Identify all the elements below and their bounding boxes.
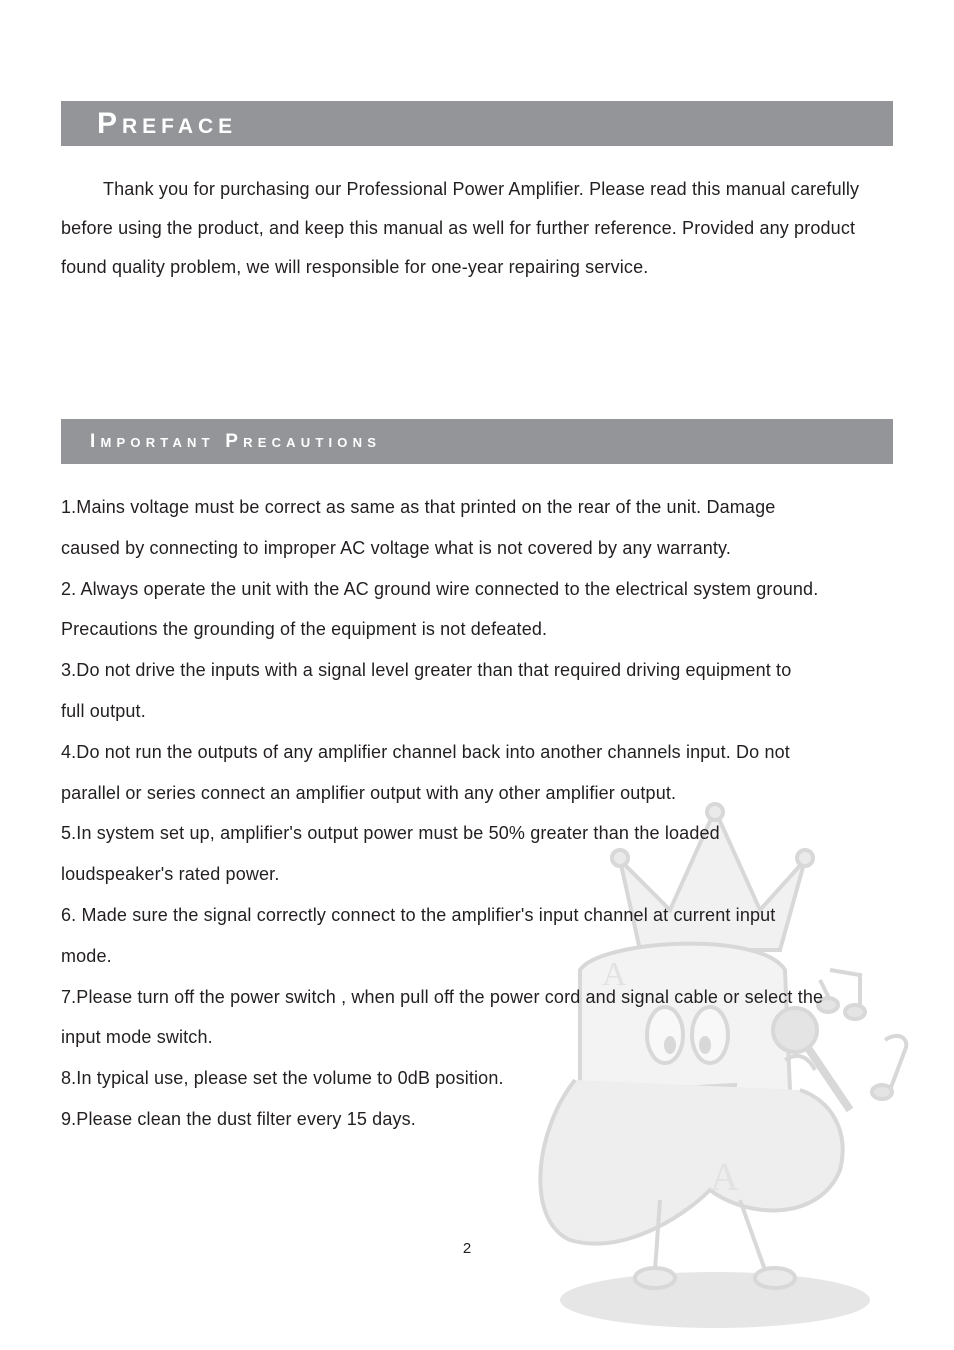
precaution-item: 6. Made sure the signal correctly connect to the amplifier's input channel at current input mode. <box>61 904 776 966</box>
svg-text:A: A <box>602 956 627 993</box>
preface-paragraph: Thank you for purchasing our Professional Power Amplifier. Please read this manual carefully before using the product, and keep this manual as well for further reference. Provided any product found quality problem, we will responsible for one-year repairing service. <box>61 179 860 277</box>
svg-text:A: A <box>710 1154 739 1199</box>
precaution-item: 5.In system set up, amplifier's output power must be 50% greater than the loaded loudspeaker's rated power. <box>61 823 720 885</box>
preface-title: Preface <box>97 106 238 140</box>
precaution-item: 3.Do not drive the inputs with a signal level greater than that required driving equipment to full output. <box>61 660 792 721</box>
precautions-header-bar <box>61 419 893 464</box>
precaution-item: 1.Mains voltage must be correct as same as that printed on the rear of the unit. Damage caused by connecting to improper AC voltage what is not covered by any warranty. <box>61 497 776 558</box>
precautions-title: Important Precautions <box>90 430 382 452</box>
page-number: 2 <box>462 1240 472 1257</box>
precautions-list <box>61 487 941 1140</box>
precaution-item: 7.Please turn off the power switch , when pull off the power cord and signal cable or select the input mode switch. <box>61 986 824 1048</box>
preface-header-bar <box>61 101 893 146</box>
precaution-item: 2. Always operate the unit with the AC ground wire connected to the electrical system ground. Precautions the grounding of the equipment is not defeated. <box>61 578 819 640</box>
precaution-item: 4.Do not run the outputs of any amplifier channel back into another channels input. Do not parallel or series connect an amplifier output with any other amplifier output. <box>61 741 790 803</box>
precaution-item: 8.In typical use, please set the volume to 0dB position. <box>61 1068 504 1089</box>
precaution-item: 9.Please clean the dust filter every 15 days. <box>61 1108 416 1129</box>
